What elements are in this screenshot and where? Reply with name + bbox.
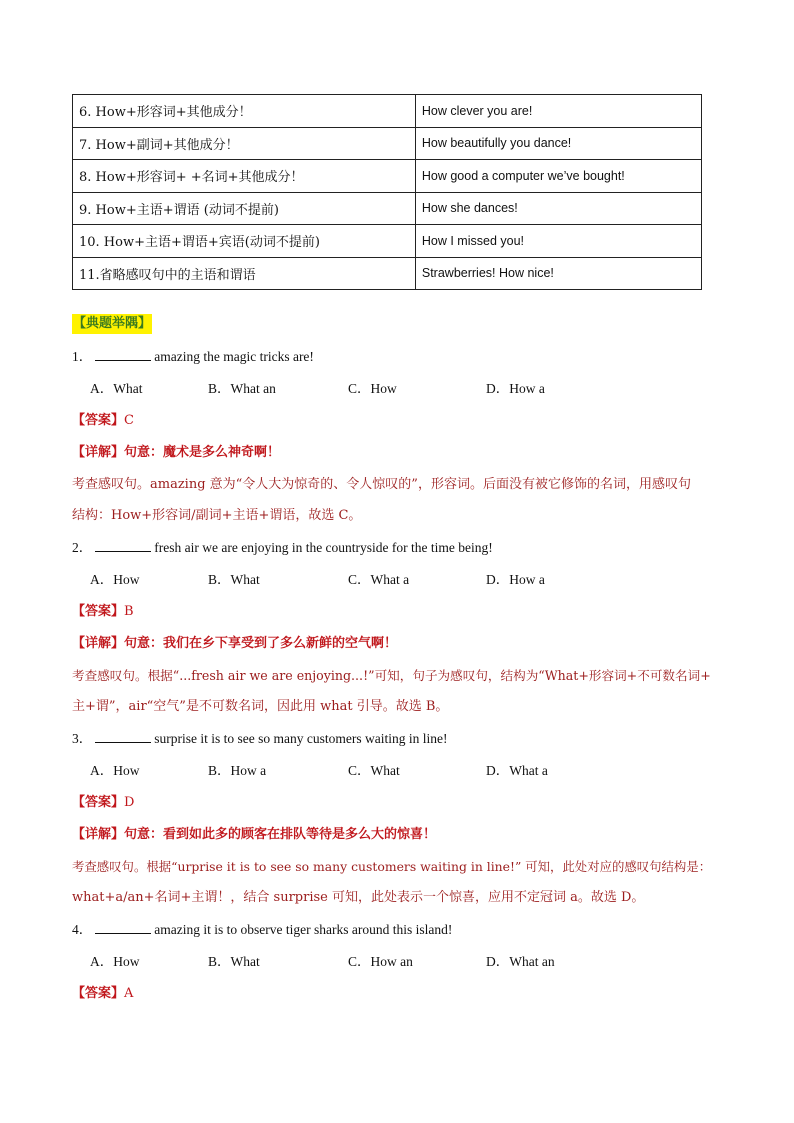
option-b: B．What an [208, 381, 276, 396]
table-row [73, 95, 702, 128]
rule-cell: 10. How+主语+谓语+宾语(动词不提前) [73, 225, 416, 258]
sentence-meaning: 句意：魔术是多么神奇啊！ [124, 445, 281, 460]
table-row [73, 127, 702, 160]
table-body [73, 95, 702, 290]
option-c: C．How [348, 381, 397, 396]
table-row [73, 192, 702, 225]
question-stem [72, 920, 452, 940]
explanation-line: 考查感叹句。amazing 意为“令人大为惊奇的、令人惊叹的”，形容词。后面没有被它修饰的名词，用感叹句 [72, 477, 691, 492]
answer-value: D [124, 795, 135, 810]
explanation-line: what+a/an+名词+主谓！，结合 surprise 可知，此处表示一个惊喜，应用不定冠词 a。故选 D。 [72, 890, 645, 905]
detail-label: 【详解】 [72, 445, 125, 460]
explanation-line: 考查感叹句。根据“urprise it is to see so many customers waiting in line!” 可知，此处对应的感叹句结构是： [72, 859, 712, 874]
example-cell: Strawberries! How nice! [415, 257, 701, 290]
detail-line [72, 634, 397, 654]
option-b: B．What [208, 572, 260, 587]
option-d: D．How a [486, 572, 545, 587]
rule-cell: 9. How+主语+谓语 (动词不提前) [73, 192, 416, 225]
sentence-meaning: 句意：看到如此多的顾客在排队等待是多么大的惊喜！ [124, 827, 437, 842]
answer-blank [95, 538, 151, 552]
answer-label: 【答案】 [72, 413, 125, 428]
answer-line [72, 411, 134, 431]
answer-value: B [124, 604, 134, 619]
answer-line [72, 793, 134, 813]
question-text: fresh air we are enjoying in the countryside for the time being! [154, 540, 493, 555]
question-text: amazing the magic tricks are! [154, 349, 314, 364]
table-row [73, 257, 702, 290]
option-c: C．What [348, 763, 400, 778]
example-cell: How she dances! [415, 192, 701, 225]
example-cell: How good a computer we’ve bought! [415, 160, 701, 193]
question-stem [72, 729, 447, 749]
option-b: B．What [208, 954, 260, 969]
option-a: A．How [90, 763, 140, 778]
explanation-line: 结构：How+形容词/副词+主语+谓语，故选 C。 [72, 508, 362, 523]
question-stem [72, 347, 314, 367]
explanation-line: 考查感叹句。根据“...fresh air we are enjoying...!”可知，句子为感叹句，结构为“What+形容词+不可数名词+ [72, 668, 711, 683]
option-d: D．What an [486, 954, 555, 969]
sentence-meaning: 句意：我们在乡下享受到了多么新鲜的空气啊！ [124, 636, 398, 651]
option-c: C．How an [348, 954, 413, 969]
detail-line [72, 825, 436, 845]
rule-cell: 7. How+副词+其他成分！ [73, 127, 416, 160]
detail-label: 【详解】 [72, 636, 125, 651]
question-text: surprise it is to see so many customers waiting in line! [154, 731, 448, 746]
option-a: A．What [90, 381, 143, 396]
rule-cell: 11.省略感叹句中的主语和谓语 [73, 257, 416, 290]
table-row [73, 160, 702, 193]
option-d: D．What a [486, 763, 548, 778]
question-number: 2． [72, 540, 93, 555]
answer-value: A [124, 986, 134, 1001]
table-row [73, 225, 702, 258]
example-cell: How beautifully you dance! [415, 127, 701, 160]
exclamation-rules-table [72, 94, 702, 290]
section-title: 【典题举隅】 [72, 314, 152, 334]
answer-blank [95, 729, 151, 743]
explanation-line: 主+谓”，air“空气”是不可数名词，因此用 what 引导。故选 B。 [72, 699, 449, 714]
question-number: 4． [72, 922, 93, 937]
example-cell: How clever you are! [415, 95, 701, 128]
answer-blank [95, 920, 151, 934]
option-b: B．How a [208, 763, 267, 778]
detail-line [72, 443, 280, 463]
answer-value: C [124, 413, 134, 428]
question-number: 1． [72, 349, 93, 364]
question-text: amazing it is to observe tiger sharks around this island! [154, 922, 453, 937]
option-a: A．How [90, 954, 140, 969]
answer-blank [95, 347, 151, 361]
answer-label: 【答案】 [72, 986, 125, 1001]
answer-line [72, 602, 134, 622]
option-d: D．How a [486, 381, 545, 396]
question-number: 3． [72, 731, 93, 746]
option-c: C．What a [348, 572, 410, 587]
option-a: A．How [90, 572, 140, 587]
question-stem [72, 538, 493, 558]
example-cell: How I missed you! [415, 225, 701, 258]
answer-line [72, 984, 133, 1004]
rule-cell: 6. How+形容词+其他成分！ [73, 95, 416, 128]
answer-label: 【答案】 [72, 604, 125, 619]
rule-cell: 8. How+形容词+ +名词+其他成分！ [73, 160, 416, 193]
answer-label: 【答案】 [72, 795, 125, 810]
detail-label: 【详解】 [72, 827, 125, 842]
